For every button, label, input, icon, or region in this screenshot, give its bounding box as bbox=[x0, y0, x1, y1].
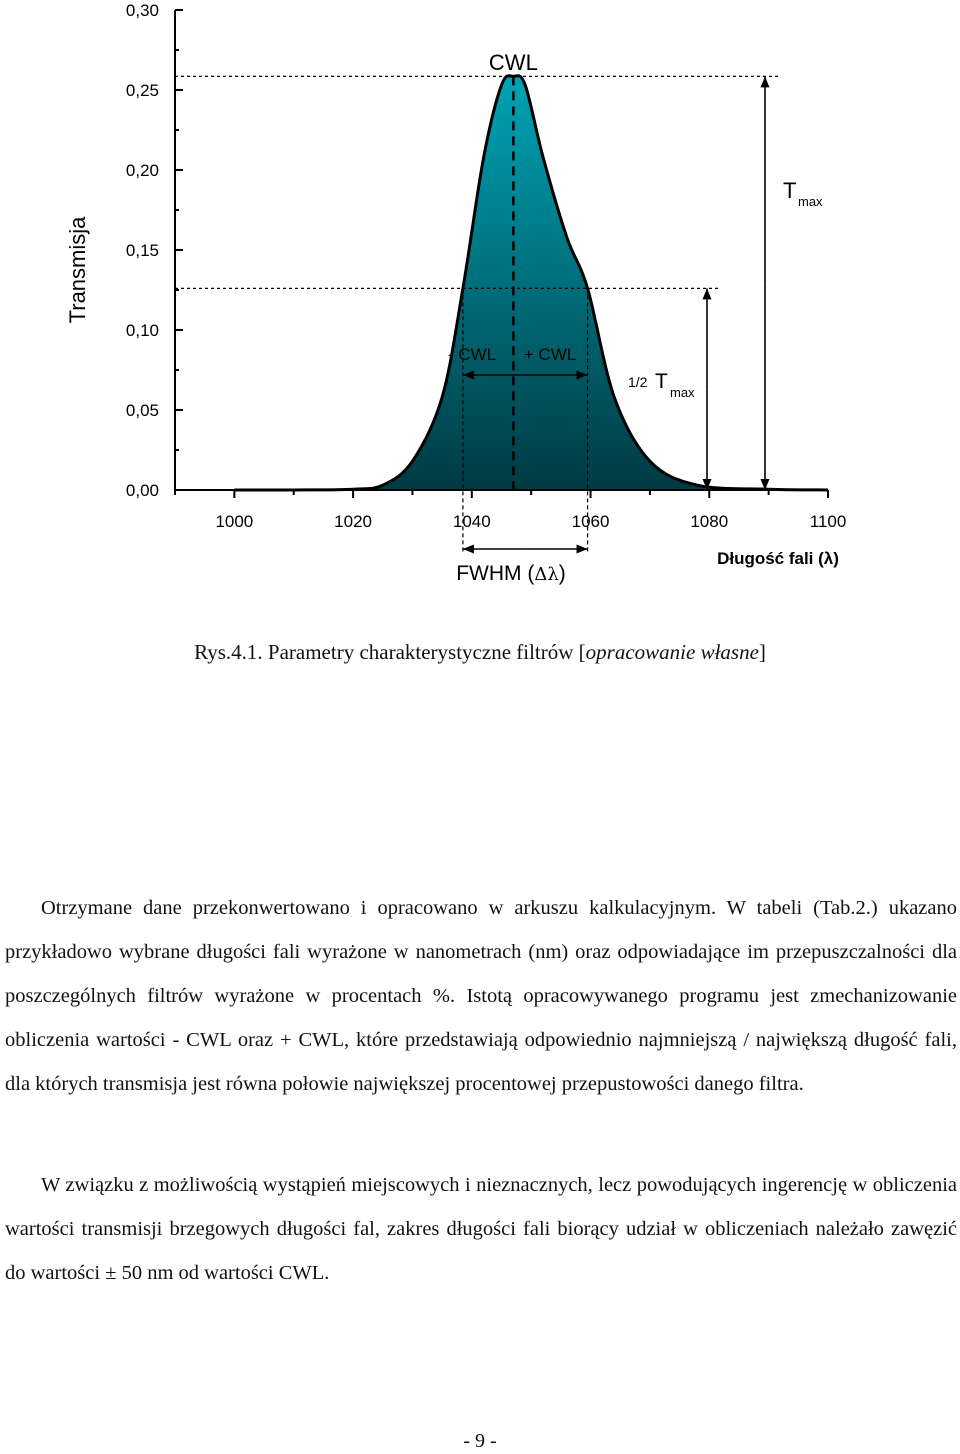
x-tick-label: 1080 bbox=[690, 512, 729, 531]
y-tick-label: 0,30 bbox=[125, 1, 159, 20]
fwhm-label bbox=[456, 562, 566, 585]
fwhm-label-text: FWHM ( bbox=[456, 562, 535, 585]
transmission-chart bbox=[0, 0, 960, 600]
half-tmax-label: T bbox=[655, 370, 668, 393]
fwhm-arrow-left-head bbox=[463, 545, 474, 554]
half-tmax-subscript: max bbox=[670, 385, 695, 400]
y-tick-label: 0,10 bbox=[125, 321, 159, 340]
caption-suffix: ] bbox=[758, 640, 766, 664]
x-tick-label: 1020 bbox=[334, 512, 373, 531]
figure-caption bbox=[0, 640, 960, 665]
x-axis-label: Długość fali (λ) bbox=[717, 549, 839, 568]
minus-cwl-label: - CWL bbox=[447, 345, 497, 364]
x-tick-label: 1060 bbox=[571, 512, 610, 531]
y-tick-label: 0,15 bbox=[125, 241, 159, 260]
fwhm-close-text: ) bbox=[558, 562, 566, 585]
x-tick-label: 1040 bbox=[452, 512, 491, 531]
plus-cwl-label: + CWL bbox=[523, 345, 577, 364]
paragraph-2: W związku z możliwością wystąpień miejscowych i nieznacznych, lecz powodujących ingerencję w obliczenia wartości transmisji brzegowych długości fal, zakres długości fali biorący udział w obliczeniach należało zawęzić do wartości ± 50 nm od wartości CWL. bbox=[5, 1174, 957, 1284]
half-prefix-label: 1/2 bbox=[628, 374, 648, 390]
cwl-label: CWL bbox=[488, 50, 538, 75]
tmax-arrow-up-head bbox=[761, 76, 770, 87]
tmax-label: T bbox=[783, 178, 797, 203]
x-tick-label: 1100 bbox=[809, 512, 847, 531]
paragraph-1: Otrzymane dane przekonwertowano i opracowano w arkuszu kalkulacyjnym. W tabeli (Tab.2.) ukazano przykładowo wybrane długości fali wyrażone w nanometrach (nm) oraz odpowiadające im przepuszczalności dla poszczególnych filtrów wyrażone w procentach %. Istotą opracowywanego programu jest zmechanizowanie obliczenia wartości - CWL oraz + CWL, które przedstawiają odpowiednio najmniejszą / największą długość fali, dla których transmisja jest równa połowie największej procentowej przepustowości danego filtra. bbox=[5, 897, 957, 1095]
y-tick-label: 0,00 bbox=[125, 481, 159, 500]
y-axis-label: Transmisja bbox=[65, 216, 90, 324]
caption-prefix: Rys.4.1. Parametry charakterystyczne filtrów [ bbox=[194, 640, 586, 664]
caption-italic: opracowanie własne bbox=[585, 640, 759, 664]
y-tick-label: 0,05 bbox=[125, 401, 159, 420]
transmission-area bbox=[234, 76, 828, 490]
fwhm-delta-text: Δλ bbox=[534, 564, 559, 585]
y-tick-label: 0,20 bbox=[125, 161, 159, 180]
tmax-subscript: max bbox=[798, 194, 823, 209]
fwhm-arrow-right-head bbox=[577, 545, 588, 554]
page-number: - 9 - bbox=[463, 1430, 497, 1452]
x-tick-label: 1000 bbox=[215, 512, 254, 531]
y-tick-label: 0,25 bbox=[125, 81, 159, 100]
half-tmax-arrow-up-head bbox=[703, 288, 712, 299]
